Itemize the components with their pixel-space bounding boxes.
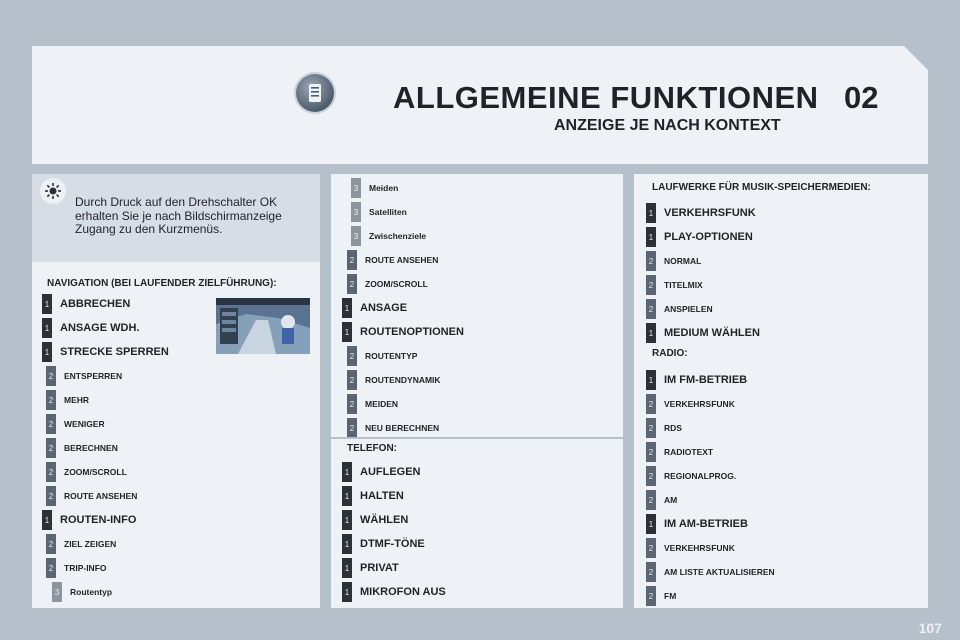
menu-level-badge: 1 [342, 486, 352, 506]
menu-item [351, 226, 426, 246]
menu-level-badge: 1 [646, 514, 656, 534]
menu-item [46, 390, 89, 410]
navigation-screen-image [216, 298, 310, 354]
menu-level-badge: 2 [46, 414, 56, 434]
menu-item [347, 346, 417, 366]
menu-item [342, 534, 425, 554]
menu-item [46, 534, 116, 554]
menu-item [646, 466, 736, 486]
menu-item-label: HALTEN [360, 490, 404, 502]
menu-item [646, 370, 747, 390]
menu-level-badge: 2 [46, 534, 56, 554]
menu-item [646, 562, 775, 582]
menu-item-label: Zwischenziele [369, 231, 427, 241]
menu-level-badge: 1 [342, 558, 352, 578]
menu-item [46, 366, 122, 386]
menu-level-badge: 1 [646, 203, 656, 223]
menu-item [646, 203, 756, 223]
menu-item-label: AM LISTE AKTUALISIEREN [664, 567, 775, 577]
menu-item [351, 202, 407, 222]
sun-icon [40, 178, 66, 204]
menu-level-badge: 1 [42, 318, 52, 338]
menu-level-badge: 1 [342, 582, 352, 602]
menu-item-label: ANSPIELEN [664, 304, 713, 314]
menu-item-label: IM FM-BETRIEB [664, 374, 748, 386]
menu-level-badge: 1 [342, 510, 352, 530]
page-subtitle: ANZEIGE JE NACH KONTEXT [554, 117, 781, 134]
menu-level-badge: 1 [342, 298, 352, 318]
menu-item [646, 299, 713, 319]
menu-item-label: REGIONALPROG. [664, 471, 737, 481]
menu-item [646, 538, 735, 558]
menu-item [46, 438, 118, 458]
menu-level-badge: 3 [351, 226, 361, 246]
menu-item [342, 298, 407, 318]
page-title: ALLGEMEINE FUNKTIONEN [393, 80, 819, 115]
menu-item-label: Satelliten [369, 207, 407, 217]
menu-item [46, 462, 127, 482]
menu-item-label: FM [664, 591, 677, 601]
menu-item-label: TITELMIX [664, 280, 703, 290]
menu-item [342, 322, 464, 342]
menu-item [646, 490, 677, 510]
book-icon [296, 74, 334, 112]
menu-item-label: ABBRECHEN [60, 298, 131, 310]
menu-item-label: MEHR [64, 395, 90, 405]
menu-item-label: AM [664, 495, 678, 505]
menu-item-label: MEIDEN [365, 399, 399, 409]
menu-item [46, 414, 105, 434]
menu-item-label: VERKEHRSFUNK [664, 543, 735, 553]
menu-item-label: ZIEL ZEIGEN [64, 539, 117, 549]
menu-level-badge: 2 [46, 366, 56, 386]
menu-item [646, 442, 713, 462]
menu-level-badge: 2 [646, 275, 656, 295]
menu-level-badge: 1 [42, 342, 52, 362]
menu-level-badge: 2 [46, 390, 56, 410]
menu-level-badge: 3 [52, 582, 62, 602]
menu-item-label: WÄHLEN [360, 514, 409, 526]
menu-level-badge: 2 [646, 562, 656, 582]
menu-level-badge: 1 [42, 294, 52, 314]
menu-item-label: ROUTE ANSEHEN [64, 491, 138, 501]
menu-item-label: ROUTE ANSEHEN [365, 255, 439, 265]
menu-item-label: ANSAGE [360, 302, 408, 314]
menu-level-badge: 1 [646, 323, 656, 343]
menu-level-badge: 2 [46, 486, 56, 506]
menu-item [646, 586, 676, 606]
menu-item [52, 582, 112, 602]
menu-item [342, 462, 421, 482]
menu-item-label: NORMAL [664, 256, 702, 266]
menu-item-label: BERECHNEN [64, 443, 118, 453]
menu-item-label: TRIP-INFO [64, 563, 107, 573]
menu-item [351, 178, 398, 198]
menu-level-badge: 2 [347, 370, 357, 390]
menu-item-label: VERKEHRSFUNK [664, 207, 756, 219]
menu-item [646, 418, 682, 438]
menu-level-badge: 2 [46, 558, 56, 578]
menu-level-badge: 2 [646, 251, 656, 271]
menu-level-badge: 2 [646, 418, 656, 438]
menu-item-label: ROUTENOPTIONEN [360, 326, 464, 338]
menu-item [646, 227, 753, 247]
menu-item [347, 418, 439, 438]
menu-item [646, 275, 703, 295]
tip-text: Durch Druck auf den Drehschalter OK erhalten Sie je nach Bildschirmanzeige Zugang zu den Kurzmenüs. [75, 195, 282, 236]
telefon-heading: TELEFON: [347, 443, 397, 454]
menu-item [46, 558, 107, 578]
menu-level-badge: 2 [646, 586, 656, 606]
menu-item-label: ROUTEN-INFO [60, 514, 137, 526]
menu-item-label: Meiden [369, 183, 399, 193]
page-number: 107 [918, 620, 942, 636]
menu-level-badge: 2 [646, 490, 656, 510]
menu-level-badge: 1 [342, 534, 352, 554]
menu-item [347, 394, 398, 414]
media-heading: LAUFWERKE FÜR MUSIK-SPEICHERMEDIEN: [652, 182, 871, 193]
menu-item [347, 370, 441, 390]
menu-level-badge: 1 [646, 370, 656, 390]
chapter-number: 02 [844, 80, 879, 115]
menu-item-label: NEU BERECHNEN [365, 423, 440, 433]
menu-level-badge: 1 [646, 227, 656, 247]
menu-item-label: DTMF-TÖNE [360, 538, 425, 550]
menu-item [42, 294, 130, 314]
menu-item [646, 514, 748, 534]
menu-item-label: ENTSPERREN [64, 371, 123, 381]
menu-item [342, 486, 404, 506]
menu-level-badge: 1 [342, 462, 352, 482]
menu-item-label: MEDIUM WÄHLEN [664, 327, 760, 339]
menu-item [342, 582, 446, 602]
radio-heading: RADIO: [652, 348, 688, 359]
menu-level-badge: 2 [46, 438, 56, 458]
menu-item-label: Routentyp [70, 587, 113, 597]
menu-item [347, 274, 428, 294]
menu-level-badge: 3 [351, 178, 361, 198]
menu-item-label: ROUTENDYNAMIK [365, 375, 441, 385]
menu-level-badge: 2 [646, 394, 656, 414]
menu-level-badge: 2 [646, 442, 656, 462]
menu-level-badge: 2 [347, 274, 357, 294]
menu-level-badge: 2 [646, 299, 656, 319]
menu-level-badge: 2 [347, 394, 357, 414]
menu-item [342, 558, 399, 578]
menu-level-badge: 1 [42, 510, 52, 530]
menu-item [42, 342, 169, 362]
navigation-heading: NAVIGATION (BEI LAUFENDER ZIELFÜHRUNG): [47, 278, 277, 289]
menu-item-label: AUFLEGEN [360, 466, 421, 478]
menu-level-badge: 2 [347, 346, 357, 366]
section-divider [331, 437, 623, 439]
menu-level-badge: 3 [351, 202, 361, 222]
menu-item-label: PLAY-OPTIONEN [664, 231, 753, 243]
menu-item-label: WENIGER [64, 419, 105, 429]
menu-item [646, 394, 735, 414]
menu-item-label: PRIVAT [360, 562, 399, 574]
menu-level-badge: 2 [646, 538, 656, 558]
menu-level-badge: 2 [347, 250, 357, 270]
menu-item-label: RDS [664, 423, 682, 433]
menu-level-badge: 1 [342, 322, 352, 342]
menu-item [342, 510, 408, 530]
menu-item [42, 510, 136, 530]
menu-item [646, 251, 701, 271]
menu-level-badge: 2 [347, 418, 357, 438]
menu-item [646, 323, 760, 343]
menu-item-label: VERKEHRSFUNK [664, 399, 735, 409]
menu-item [347, 250, 438, 270]
menu-item-label: ANSAGE WDH. [60, 322, 140, 334]
menu-level-badge: 2 [46, 462, 56, 482]
menu-item-label: ZOOM/SCROLL [365, 279, 428, 289]
menu-item-label: STRECKE SPERREN [60, 346, 169, 358]
menu-item-label: ROUTENTYP [365, 351, 418, 361]
menu-level-badge: 2 [646, 466, 656, 486]
menu-item [46, 486, 137, 506]
menu-item-label: IM AM-BETRIEB [664, 518, 748, 530]
menu-item-label: MIKROFON AUS [360, 586, 446, 598]
menu-item-label: RADIOTEXT [664, 447, 714, 457]
menu-item [42, 318, 139, 338]
menu-item-label: ZOOM/SCROLL [64, 467, 127, 477]
